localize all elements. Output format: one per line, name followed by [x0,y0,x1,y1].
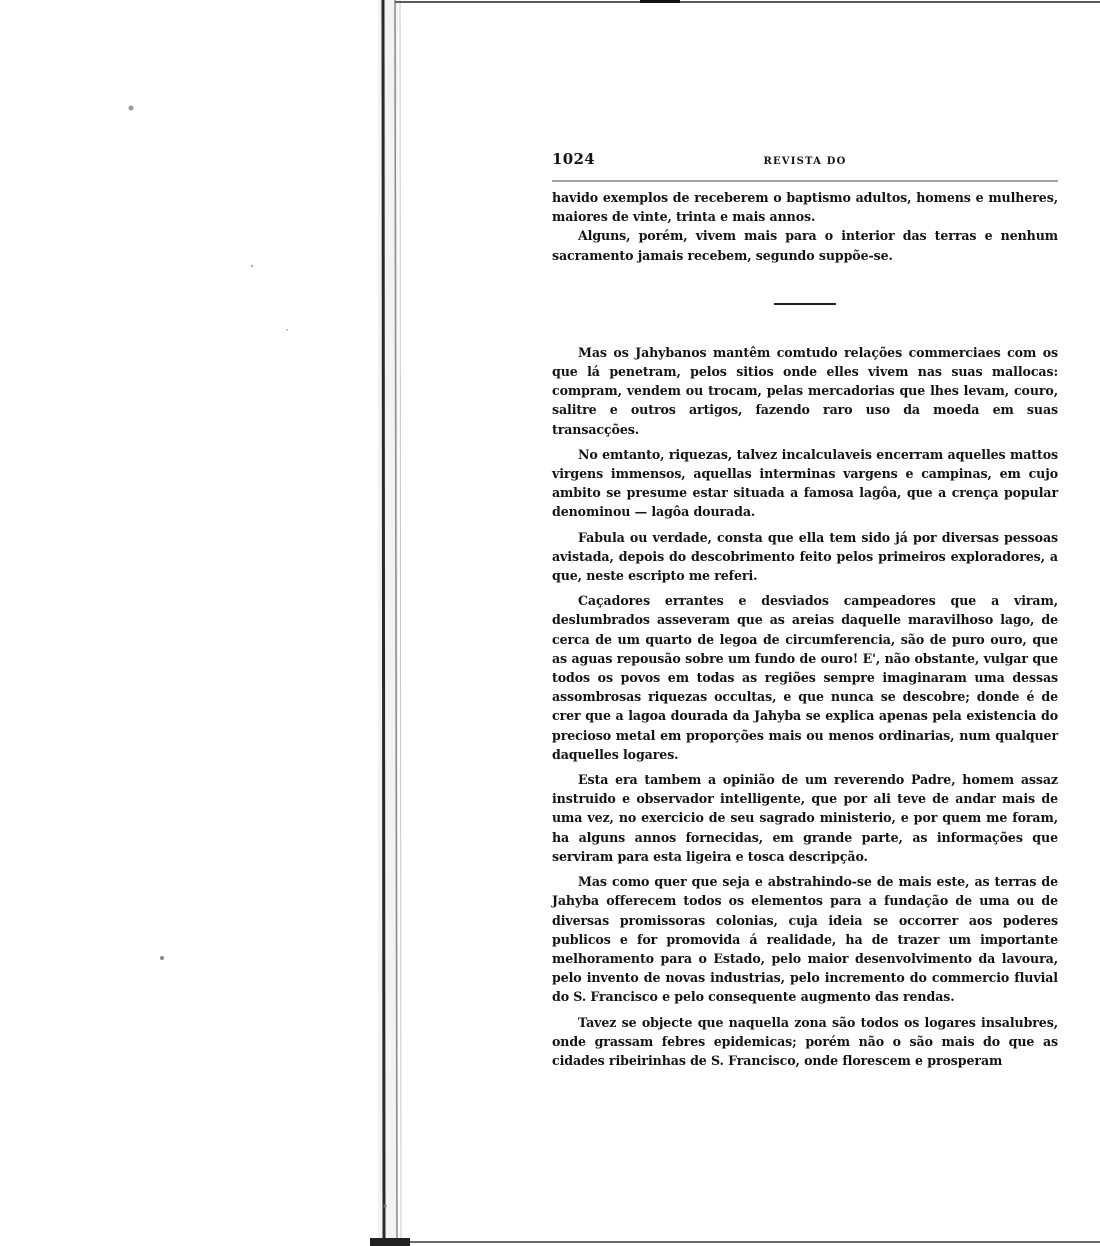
paragraph: Caçadores errantes e desviados campeadores que a viram, deslumbrados asseveram que as areias daquelle maravilhoso lago, de cerca de um quarto de legoa de circumferencia, são de puro ouro, que as aguas repousão sobre um fundo de ouro! E', não obstante, vulgar que todos os povos em todas as regiões sempre imaginaram uma dessas assombrosas riquezas occultas, e que nunca se descobre; donde é de crer que a lagoa dourada da Jahyba se explica apenas pela existencia do precioso metal em proporções mais ou menos ordinarias, num qualquer daquelles logares. [552,593,1058,762]
speck [251,265,253,267]
top-edge-dark [640,0,680,3]
speck [286,329,288,331]
paragraph: Fabula ou verdade, consta que ella tem sido já por diversas pessoas avistada, depois do descobrimento feito pelos primeiros exploradores, a que, neste escripto me referi. [552,529,1058,584]
gutter-line [383,0,384,1246]
paragraph: Esta era tambem a opinião de um reverendo Padre, homem assaz instruido e observador intelligente, que por ali teve de andar mais de uma vez, no exercicio de seu sagrado ministerio, e por quem me foram, ha alguns annos fornecidas, em grande parte, as informações que serviram para esta ligeira e tosca descripção. [552,772,1058,864]
speck [160,956,164,960]
paragraph: Tavez se objecte que naquella zona são todos os logares insalubres, onde grassam febres epidemicas; porém não o são mais do que as cidades ribeirinhas de S. Francisco, onde florescem e prosperam [552,1014,1058,1068]
page-text [552,150,1058,1070]
paragraph: No emtanto, riquezas, talvez incalculaveis encerram aquelles mattos virgens immensos, aquellas interminas vargens e campinas, em cujo ambito se presume estar situada a famosa lagôa, que a crença popular denominou — lagôa dourada. [552,446,1058,520]
page-number: 1024 [552,150,595,168]
paragraph: Mas como quer que seja e abstrahindo-se de mais este, as terras de Jahyba offerecem todos os elementos para a fundação de uma ou de diversas promissoras colonias, cuja ideia se occorrer aos poderes publicos e for promovida á realidade, ha de trazer um importante melhoramento para o Estado, pelo maior desenvolvimento da lavoura, pelo invento de novas industrias, pelo incremento do commercio fluvial do S. Francisco e pelo consequente augmento das rendas. [552,874,1058,1005]
paragraph: Alguns, porém, vivem mais para o interior das terras e nenhum sacramento jamais recebem, segundo suppõe-se. [552,228,1058,263]
running-head: REVISTA DO [763,156,847,167]
page-header [552,150,1058,176]
speck [384,1205,387,1208]
bottom-edge-dark [370,1238,410,1246]
paragraph: Mas os Jahybanos mantêm comtudo relações commerciaes com os que lá penetram, pelos sitios onde elles vivem nas suas mallocas: compram, vendem ou trocam, pelas mercadorias que lhes levam, couro, salitre e outros artigos, fazendo raro uso da moeda em suas transacções. [552,344,1058,437]
paragraph: havido exemplos de receberem o baptismo adultos, homens e mulheres, maiores de vinte, trinta e mais annos. [552,190,1058,225]
section-divider [774,303,836,305]
gutter-line-faint [400,0,401,1246]
speck [129,106,134,111]
